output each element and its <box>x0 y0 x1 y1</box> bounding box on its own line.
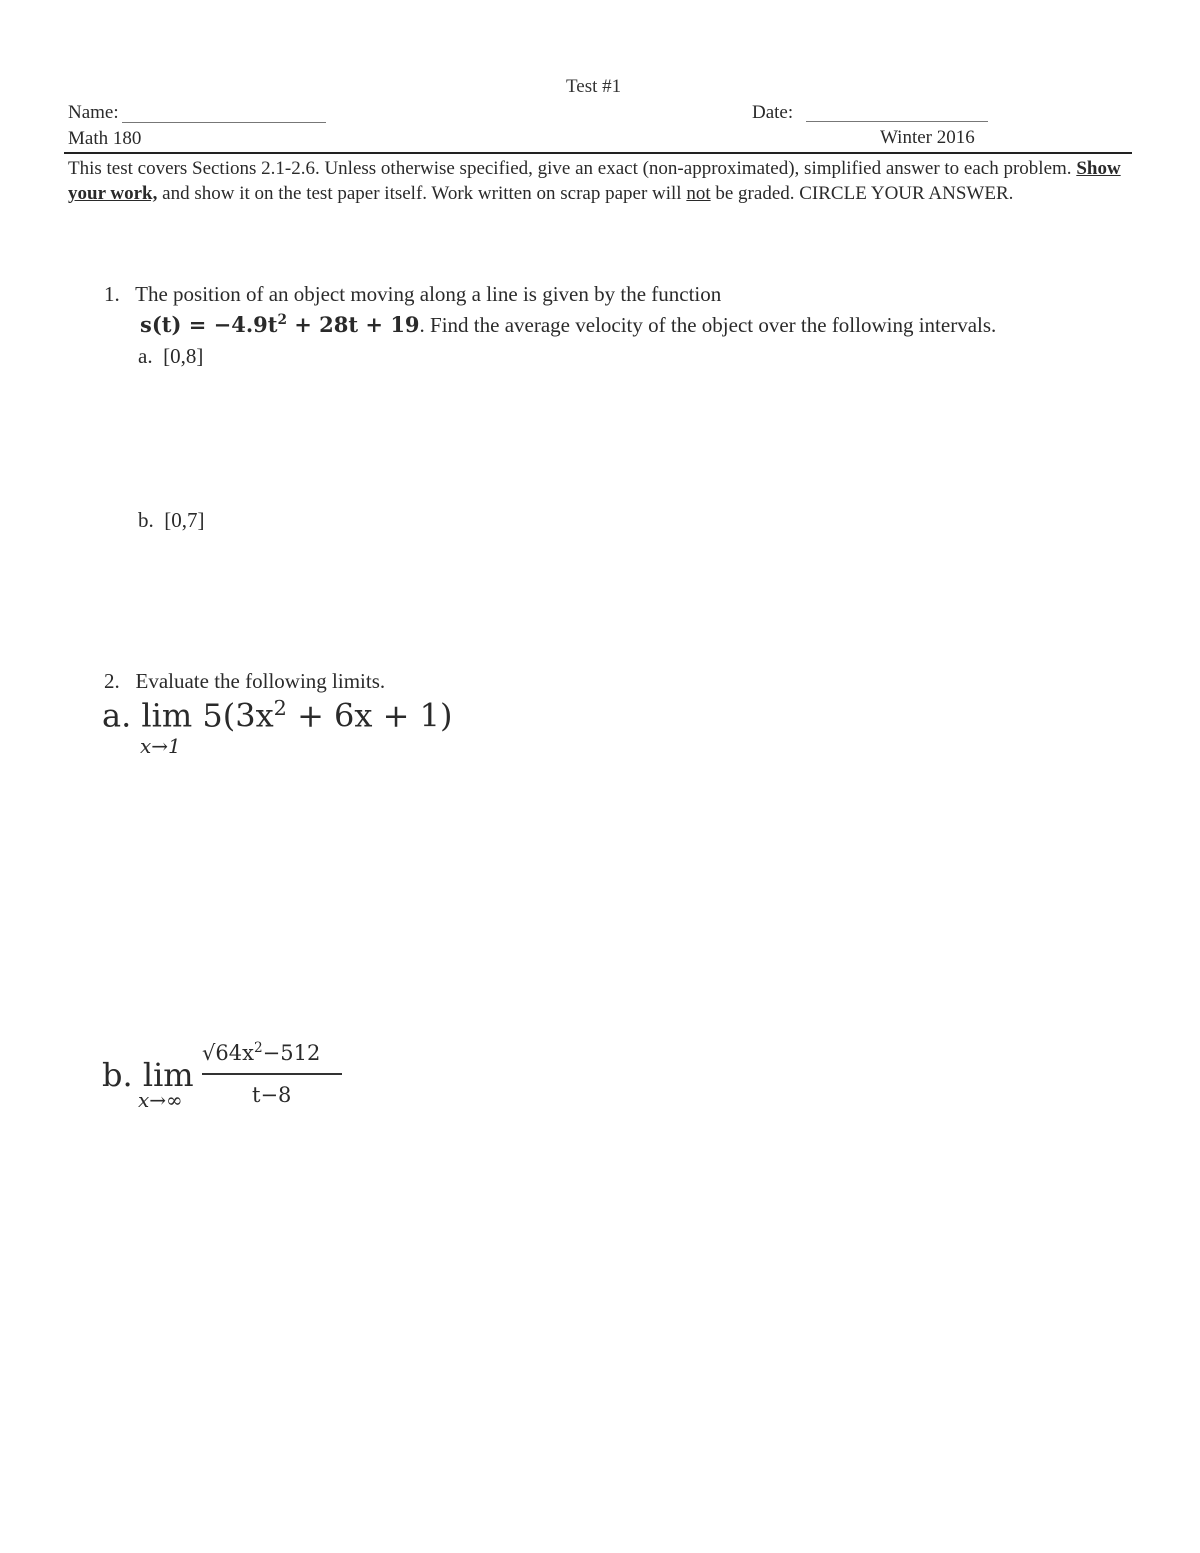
question-1-instruction: . Find the average velocity of the object over the following intervals. <box>419 313 997 337</box>
question-1-formula-line <box>140 312 996 338</box>
name-field-line[interactable] <box>122 122 326 123</box>
instructions <box>68 156 1132 206</box>
question-1b: b. [0,7] <box>138 508 205 532</box>
header-divider <box>64 152 1132 154</box>
name-label: Name: <box>68 102 119 123</box>
interval-b: [0,7] <box>164 508 205 532</box>
instructions-part3: be graded. CIRCLE YOUR ANSWER. <box>710 183 1014 204</box>
term-label: Winter 2016 <box>880 127 975 148</box>
question-2-text <box>104 669 385 694</box>
question-2-prompt: Evaluate the following limits. <box>135 669 386 693</box>
limit-b-fraction-bar <box>202 1073 342 1075</box>
instructions-part2: and show it on the test paper itself. Work written on scrap paper will <box>157 183 687 204</box>
question-1-text <box>104 282 721 307</box>
date-label: Date: <box>752 102 794 123</box>
limit-a-expression: a. $\lim 5(3x^2 + 6x + 1)$ <box>102 696 453 735</box>
limit-b-numerator: $√64x^2-512$ <box>202 1040 321 1065</box>
instructions-not: not <box>686 183 711 204</box>
question-1-prompt: The position of an object moving along a line is given by the function <box>135 282 722 306</box>
limit-b-denominator: t−8 <box>252 1083 292 1107</box>
interval-a: [0,8] <box>163 344 204 368</box>
position-function: $s(t) = -4.9t^2 + 28t + 19$ <box>140 312 420 337</box>
question-1-number: 1. <box>104 282 120 306</box>
course-label: Math 180 <box>68 128 142 149</box>
limit-a-subscript: x→1 <box>140 734 181 758</box>
instructions-emphasis: Show your work, <box>68 158 1121 204</box>
page-title: Test #1 <box>566 76 622 97</box>
limit-b-label: b. lim <box>102 1056 194 1094</box>
instructions-part1: This test covers Sections 2.1-2.6. Unless otherwise specified, give an exact (non-approximated), simplified answer to each problem. <box>68 158 1077 179</box>
limit-b-subscript: x→∞ <box>138 1088 183 1112</box>
date-field-line[interactable] <box>806 121 988 122</box>
question-2-number: 2. <box>104 669 120 693</box>
question-1a: a. [0,8] <box>138 344 204 368</box>
